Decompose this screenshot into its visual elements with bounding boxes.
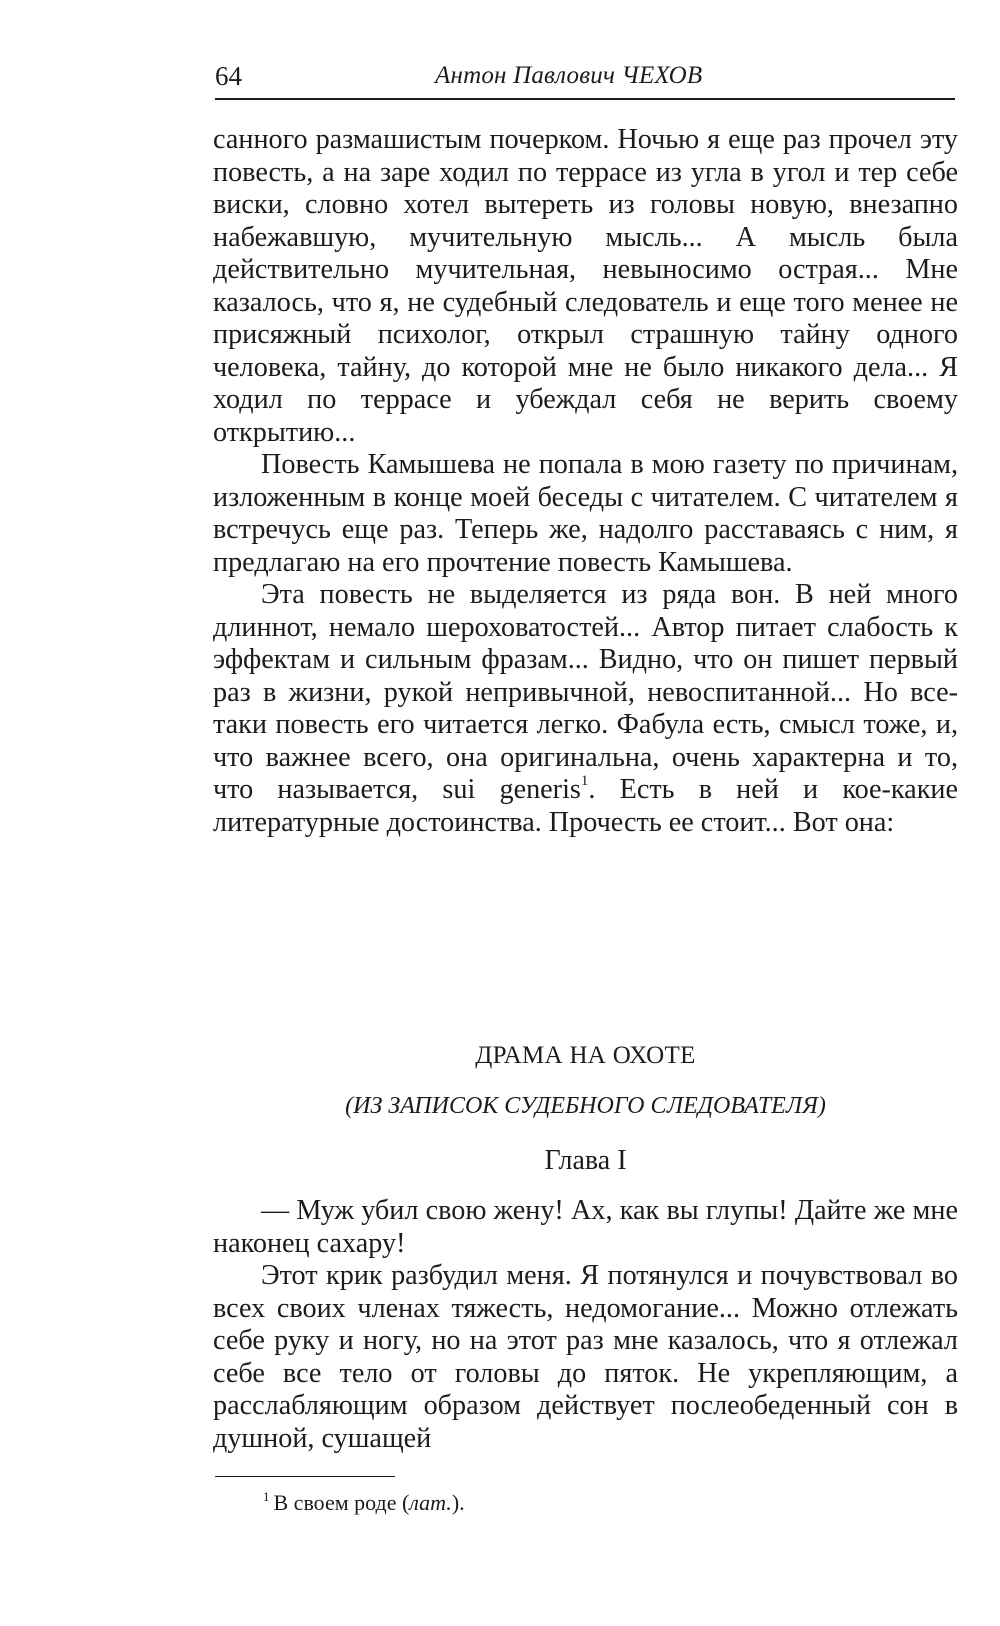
running-title: Антон Павлович ЧЕХОВ — [435, 62, 703, 89]
chapter-title: Глава I — [544, 1145, 627, 1176]
paragraph: Этот крик разбудил меня. Я потянулся и почувствовал во всех своих членах тяжесть, недомогание... Можно отлежать себе руку и ногу, но на этот раз мне казалось, что я отлежал себе все тело от головы до пяток. Не укрепляющим, а расслабляющим образом действует послеобеденный сон в душной, сушащей — [213, 1260, 958, 1454]
footnote-mark: 1 — [263, 1489, 270, 1504]
footnote-reference: 1 — [580, 773, 589, 789]
footnote-text-end: ). — [451, 1490, 465, 1515]
footnote-text: В своем роде ( — [273, 1490, 410, 1515]
paragraph-continued: санного размашистым почерком. Ночью я еще раз прочел эту повесть, а на заре ходил по террасе из угла в угол и тер себе виски, словно хотел вытереть из головы новую, внезапно набежавшую, мучительную мысль... А мысль была действительно мучительная, невыносимо острая... Мне казалось, что я, не судебный следователь и еще того менее не присяжный психолог, открыл страшную тайну одного человека, тайну, до которой мне не было никакого дела... Я ходил по террасе и убеждал себя не верить своему открытию... — [213, 124, 958, 448]
footnote-language: лат. — [409, 1490, 452, 1515]
intro-text — [213, 124, 958, 839]
story-title: ДРАМА НА ОХОТЕ — [475, 1042, 696, 1069]
paragraph: Повесть Камышева не попала в мою газету по причинам, изложенным в конце моей беседы с читателем. С читателем я встречусь еще раз. Теперь же, надолго расставаясь с ним, я предлагаю на его прочтение повесть Камышева. — [213, 449, 958, 578]
story-text — [213, 1195, 958, 1455]
paragraph-text: Эта повесть не выделяется из ряда вон. В ней много длиннот, немало шероховатостей... Автор питает слабость к эффектам и сильным фразам... Видно, что он пишет первый раз в жизни, рукой непривычной, невоспитанной... Но все-таки повесть его читается легко. Фабула есть, смысл тоже, и, что важнее всего, она оригинальна, очень характерна и то, что называется, sui generis — [213, 579, 958, 805]
footnote — [263, 1488, 465, 1518]
footnote-divider — [215, 1476, 395, 1477]
story-subtitle: (ИЗ ЗАПИСОК СУДЕБНОГО СЛЕДОВАТЕЛЯ) — [345, 1093, 826, 1119]
page-number: 64 — [215, 61, 242, 91]
paragraph-text-end: . Есть в ней и кое-какие литературные достоинства. Прочесть ее стоит... Вот она: — [213, 774, 958, 838]
paragraph-with-footnote — [213, 579, 958, 839]
page-header — [215, 58, 955, 100]
dialogue-paragraph: — Муж убил свою жену! Ах, как вы глупы! Дайте же мне наконец сахару! — [213, 1195, 958, 1259]
